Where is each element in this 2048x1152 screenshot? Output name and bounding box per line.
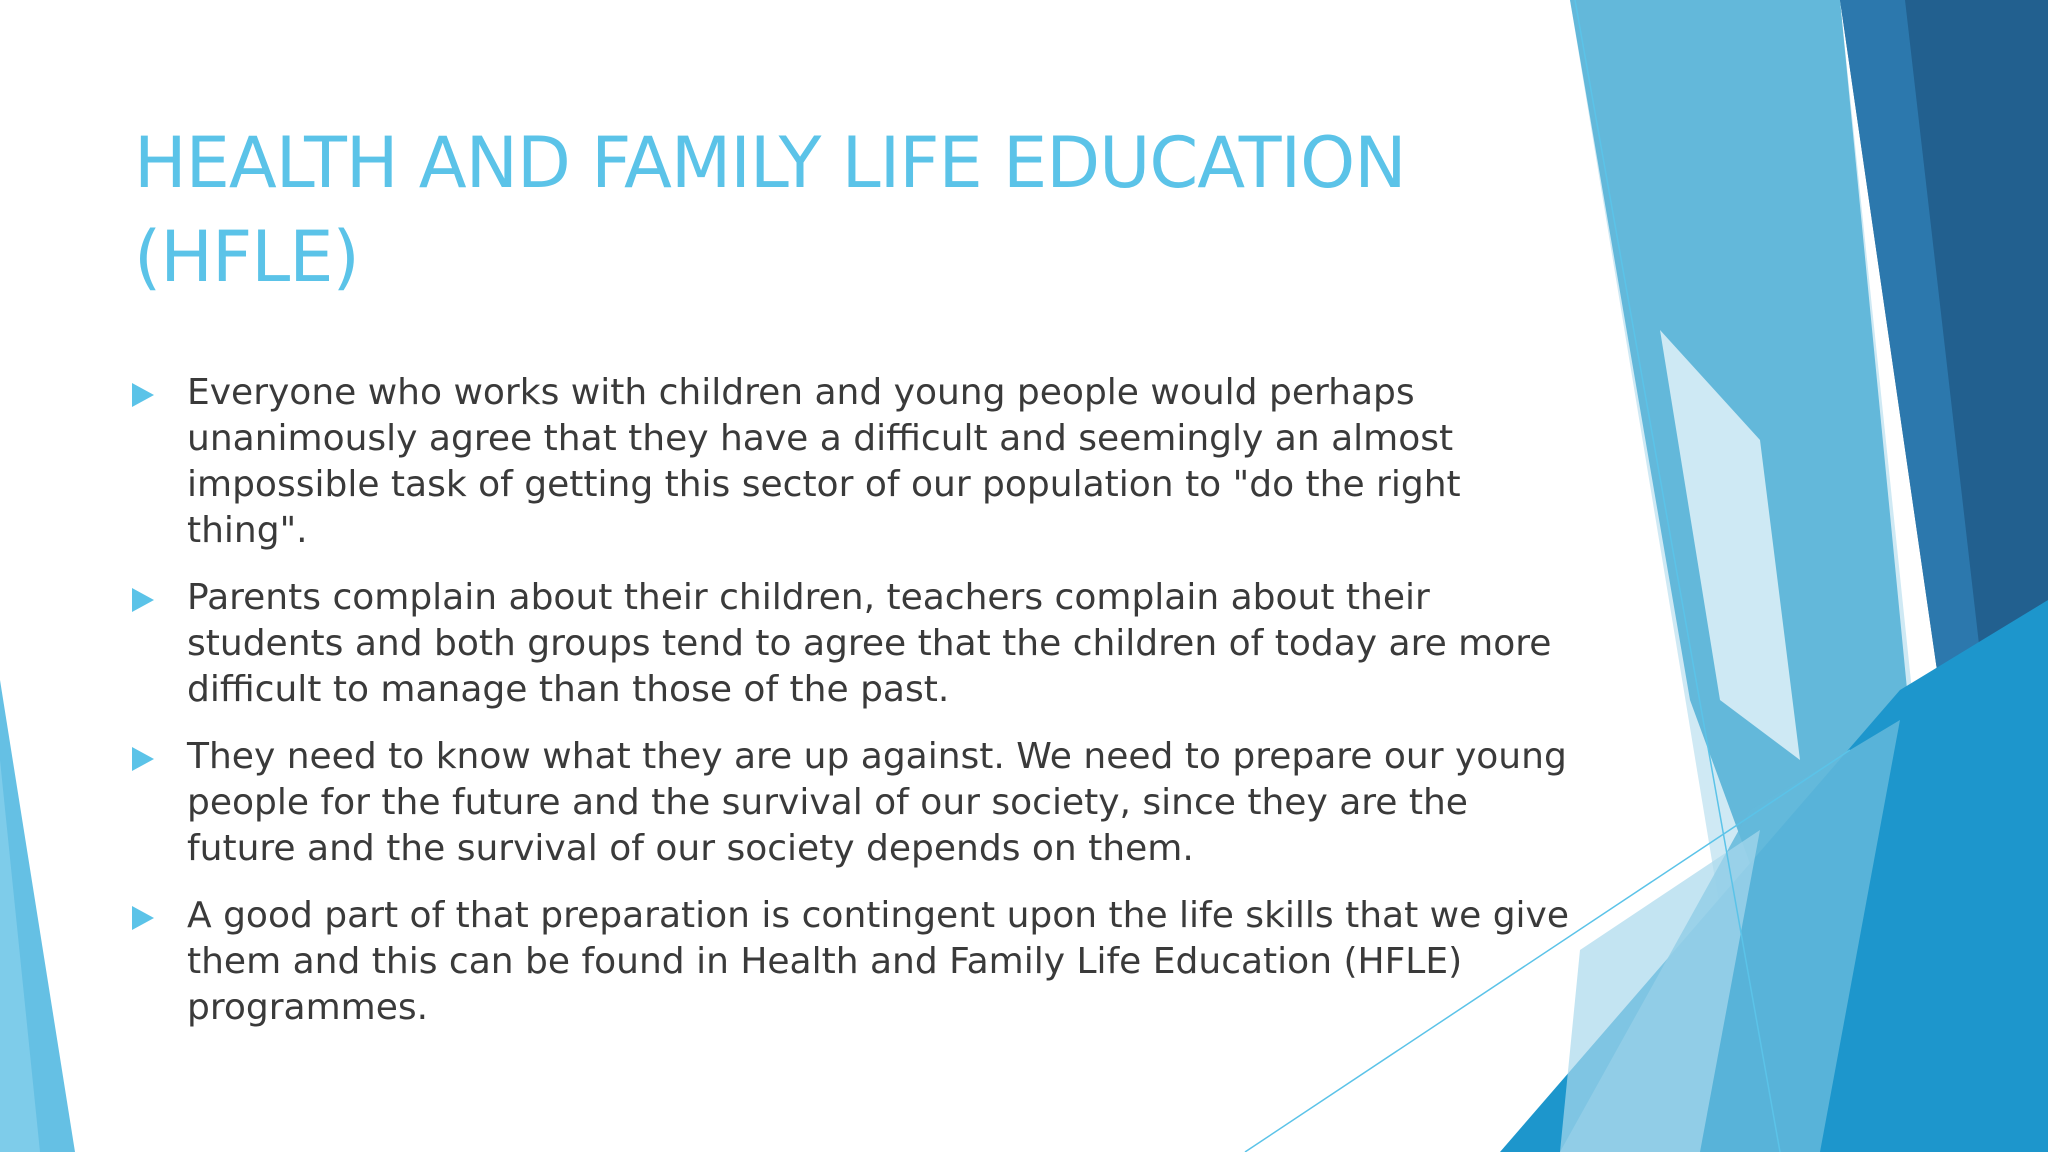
bullet-text: A good part of that preparation is contingent upon the life skills that we give them and this can be found in Health and Family Life Education (HFLE) programmes. <box>187 895 1570 1028</box>
bullet-text: Everyone who works with children and young people would perhaps unanimously agree that they have a difficult and seemingly an almost impossible task of getting this sector of our population to "do the right thing". <box>187 372 1461 551</box>
triangle-bullet-icon <box>132 588 154 612</box>
triangle-bullet-icon <box>132 906 154 930</box>
triangle-bullet-icon <box>132 747 154 771</box>
bullet-item <box>132 575 1572 713</box>
bullet-text: They need to know what they are up against. We need to prepare our young people for the future and the survival of our society, since they are the future and the survival of our society depends on them. <box>187 736 1567 869</box>
bullet-item <box>132 734 1572 872</box>
bullet-item <box>132 370 1572 554</box>
bullet-text: Parents complain about their children, teachers complain about their students and both groups tend to agree that the children of today are more difficult to manage than those of the past. <box>187 577 1552 710</box>
slide-title: HEALTH AND FAMILY LIFE EDUCATION (HFLE) <box>134 122 1406 298</box>
triangle-bullet-icon <box>132 383 154 407</box>
bullet-list <box>132 370 1572 1052</box>
bullet-item <box>132 893 1572 1031</box>
